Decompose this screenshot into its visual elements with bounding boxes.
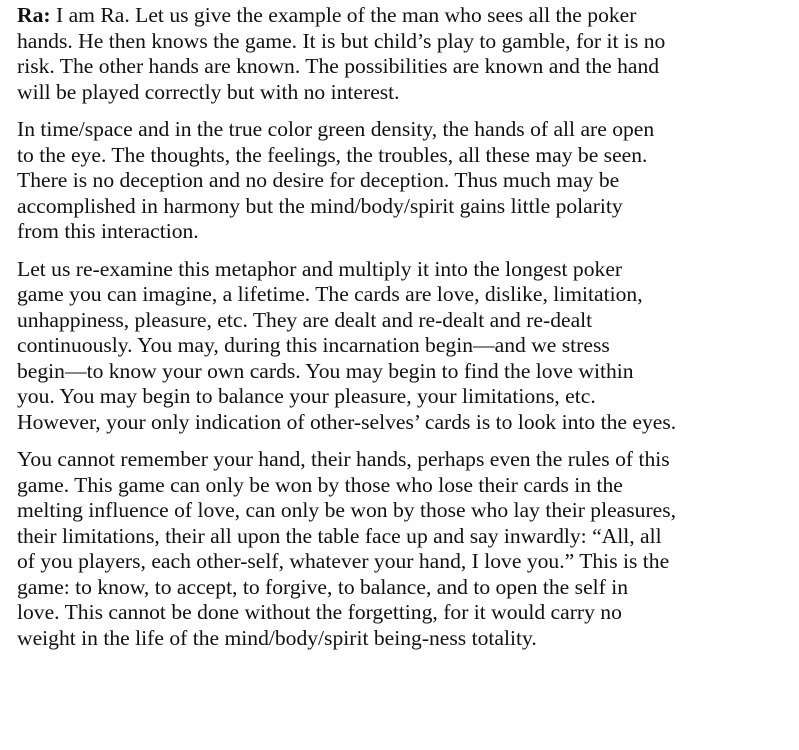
text-line: risk. The other hands are known. The possibilities are known and the hand [17,54,660,78]
document-page [17,3,794,663]
text-line: In time/space and in the true color green density, the hands of all are open [17,117,655,141]
paragraph-3 [17,257,794,436]
text-line: There is no deception and no desire for deception. Thus much may be [17,168,620,192]
text-line: begin—to know your own cards. You may begin to find the love within [17,358,634,383]
text-run: I am Ra. Let us give the example of the man who sees all the poker [50,3,637,27]
text-line: hands. He then knows the game. It is but child’s play to gamble, for it is no [17,28,666,53]
text-line: Let us re-examine this metaphor and multiply it into the longest poker [17,256,623,281]
text-line: melting influence of love, can only be won by those who lay their pleasures, [17,498,677,522]
text-line: game: to know, to accept, to forgive, to balance, and to open the self in [17,574,629,599]
text-line [17,3,794,29]
text-line: continuously. You may, during this incarnation begin—and we stress [17,333,610,357]
text-line: You cannot remember your hand, their hands, perhaps even the rules of this [17,447,670,471]
text-line: from this interaction. [17,219,199,243]
paragraph-4 [17,447,794,651]
text-line: game. This game can only be won by those who lose their cards in the [17,472,623,497]
text-line: will be played correctly but with no interest. [17,79,400,104]
text-line: weight in the life of the mind/body/spirit being-ness totality. [17,625,537,650]
text-line: you. You may begin to balance your pleasure, your limitations, etc. [17,384,596,408]
speaker-label: Ra: [17,3,51,27]
text-line: of you players, each other-self, whatever your hand, I love you.” This is the [17,549,670,573]
text-line: accomplished in harmony but the mind/body/spirit gains little polarity [17,193,623,218]
text-line: love. This cannot be done without the forgetting, for it would carry no [17,600,622,624]
text-line: unhappiness, pleasure, etc. They are dealt and re-dealt and re-dealt [17,307,593,332]
text-line: to the eye. The thoughts, the feelings, the troubles, all these may be seen. [17,142,648,167]
text-line: their limitations, their all upon the table face up and say inwardly: “All, all [17,523,662,548]
text-line: However, your only indication of other-selves’ cards is to look into the eyes. [17,409,677,434]
paragraph-2 [17,117,794,245]
paragraph-1 [17,3,794,105]
text-line: game you can imagine, a lifetime. The cards are love, dislike, limitation, [17,282,643,306]
